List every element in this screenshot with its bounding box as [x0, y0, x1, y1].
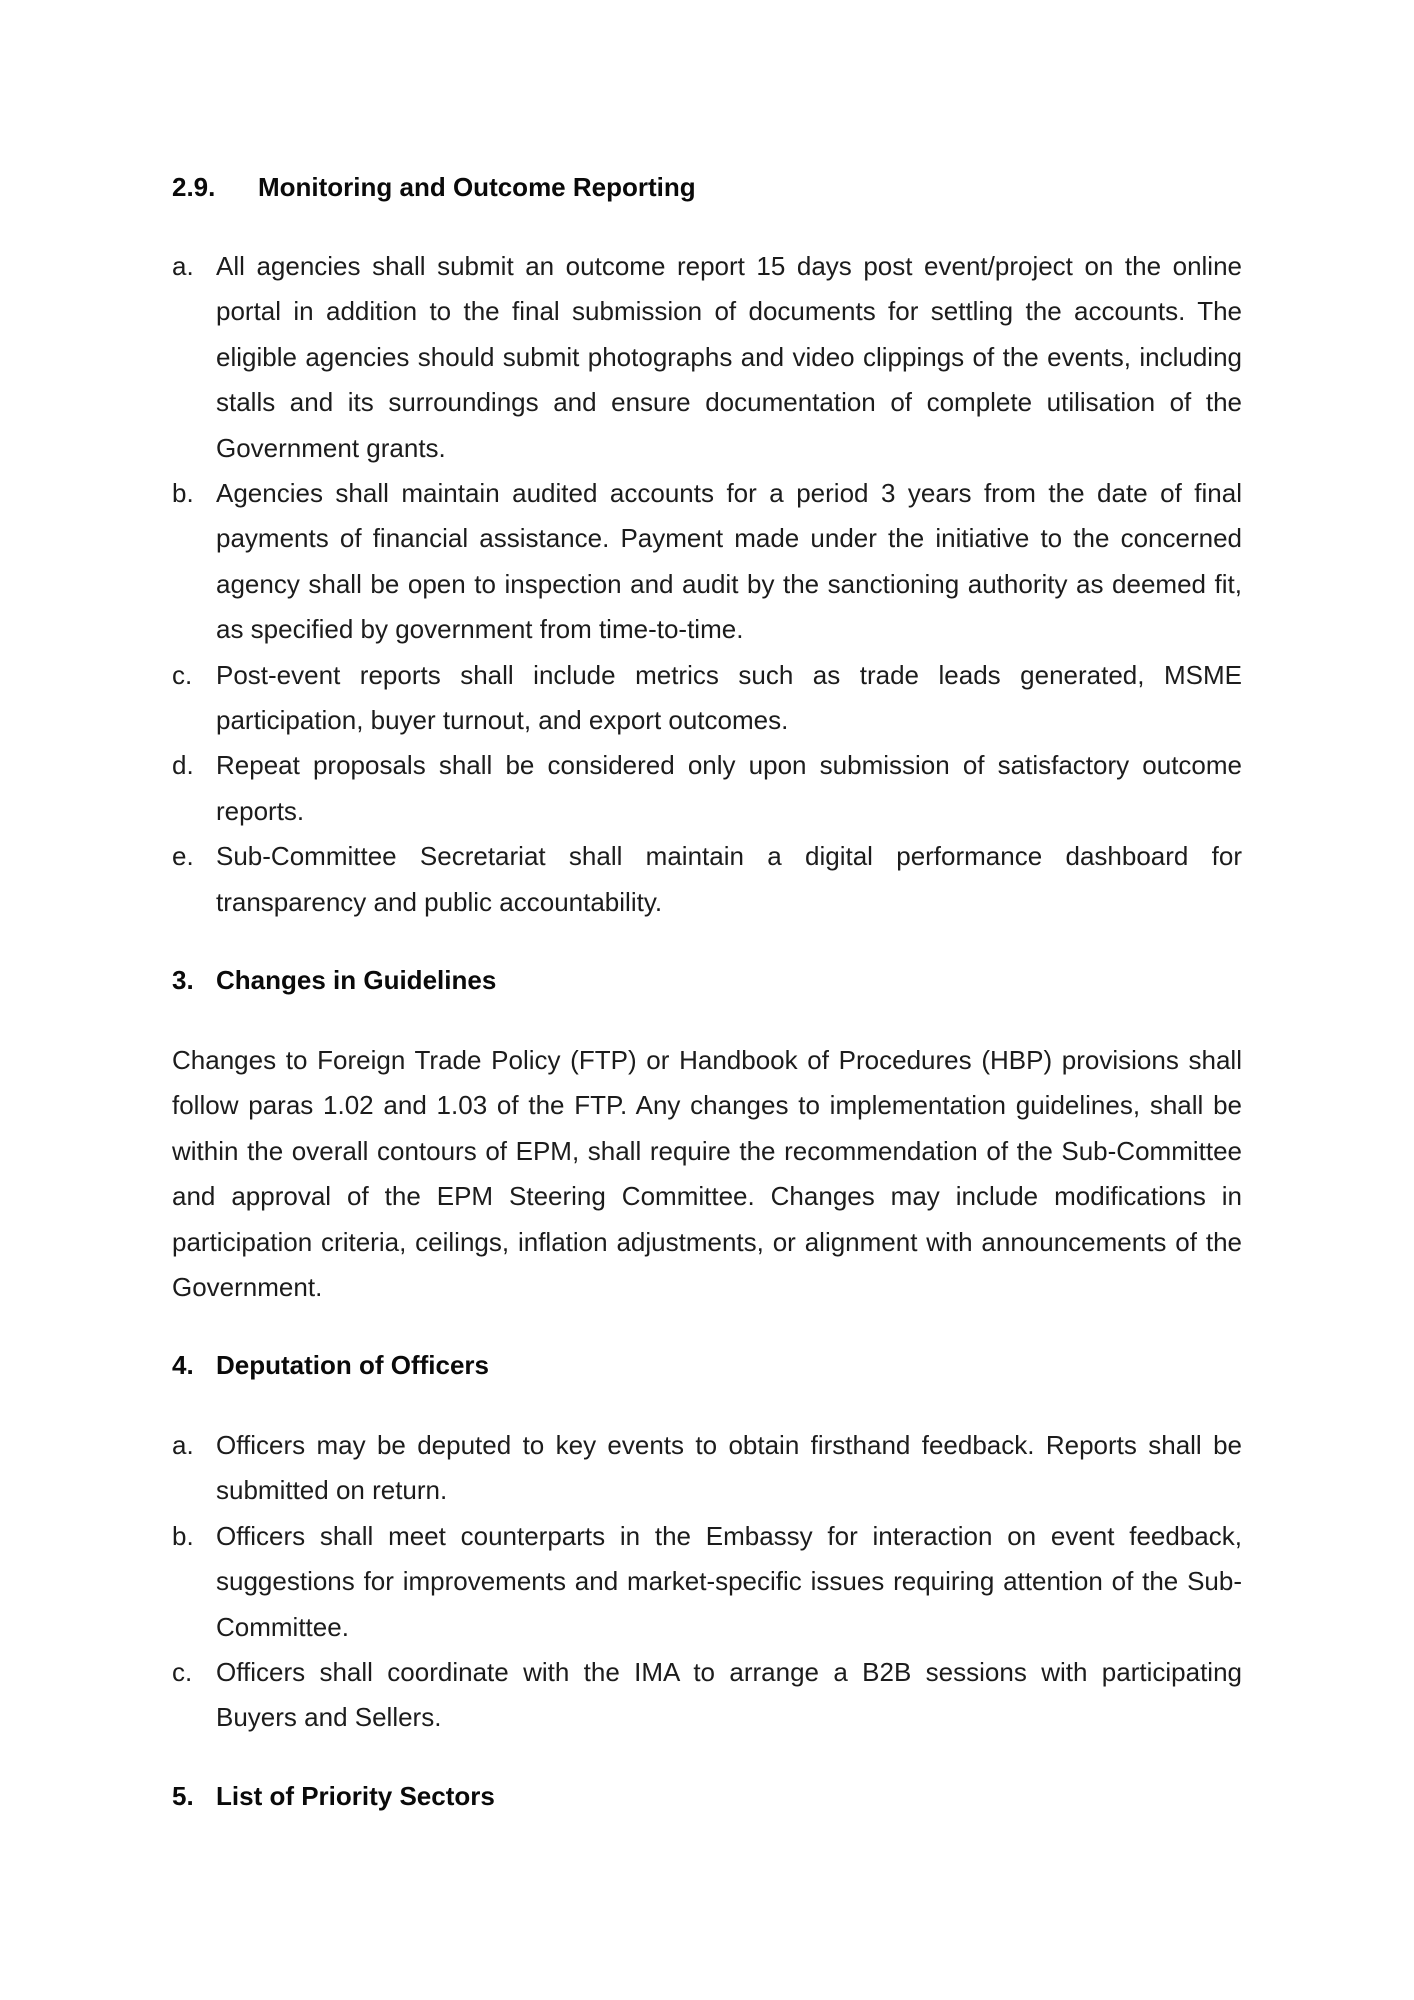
list-item-text: Officers may be deputed to key events to obtain firsthand feedback. Reports shall be submitted on return. — [216, 1430, 1242, 1506]
list-item — [172, 1514, 1242, 1650]
list-item — [172, 1423, 1242, 1514]
list-marker: c. — [172, 1657, 193, 1688]
section-title: Deputation of Officers — [216, 1350, 490, 1380]
list-item-text: Agencies shall maintain audited accounts for a period 3 years from the date of final payments of financial assistance. Payment made under the initiative to the concerned agency shall be open to inspection and audit by the sanctioning authority as deemed fit, as specified by government from time-to-time. — [216, 478, 1242, 645]
list-item-text: Officers shall coordinate with the IMA to arrange a B2B sessions with participating Buyers and Sellers. — [216, 1657, 1242, 1733]
list-item-text: Sub-Committee Secretariat shall maintain a digital performance dashboard for transparency and public accountability. — [216, 841, 1242, 917]
section-number: 2.9. — [172, 172, 216, 202]
section-number: 4. — [172, 1350, 194, 1380]
list-item-text: Officers shall meet counterparts in the Embassy for interaction on event feedback, suggestions for improvements and market-specific issues requiring attention of the Sub-Committee. — [216, 1520, 1242, 1642]
section-title: Monitoring and Outcome Reporting — [258, 172, 696, 202]
list-marker: b. — [172, 478, 194, 509]
list-item — [172, 743, 1242, 834]
list-item — [172, 1650, 1242, 1741]
list-marker: d. — [172, 750, 194, 781]
section-heading-5 — [172, 1781, 495, 1811]
list-item — [172, 834, 1242, 925]
list-marker: a. — [172, 251, 194, 281]
section-heading-4 — [172, 1350, 489, 1380]
changes-paragraph: Changes to Foreign Trade Policy (FTP) or Handbook of Procedures (HBP) provisions shall follow paras 1.02 and 1.03 of the FTP. Any changes to implementation guidelines, shall be within the overall contours of EPM, shall require the recommendation of the Sub-Committee and approval of the EPM Steering Committee. Changes may include modifications in participation criteria, ceilings, inflation adjustments, or alignment with announcements of the Government. — [172, 1045, 1242, 1303]
section-heading-3 — [172, 965, 496, 995]
section-title: Changes in Guidelines — [216, 965, 497, 995]
list-item — [172, 471, 1242, 653]
list-marker: a. — [172, 1430, 194, 1460]
list-item — [172, 244, 1242, 471]
section-number: 5. — [172, 1781, 194, 1811]
list-item-text: All agencies shall submit an outcome report 15 days post event/project on the online portal in addition to the final submission of documents for settling the accounts. The eligible agencies should submit photographs and video clippings of the events, including stalls and its surroundings and ensure documentation of complete utilisation of the Government grants. — [216, 251, 1242, 463]
monitoring-list — [172, 244, 1242, 925]
section-number: 3. — [172, 965, 194, 995]
list-item-text: Post-event reports shall include metrics such as trade leads generated, MSME participation, buyer turnout, and export outcomes. — [216, 659, 1242, 736]
list-marker: c. — [172, 659, 193, 690]
list-marker: e. — [172, 841, 194, 872]
list-item-text: Repeat proposals shall be considered only upon submission of satisfactory outcome reports. — [216, 750, 1242, 826]
list-item — [172, 653, 1242, 744]
section-title: List of Priority Sectors — [216, 1781, 495, 1811]
section-heading-2-9 — [172, 172, 696, 202]
list-marker: b. — [172, 1520, 194, 1551]
deputation-list — [172, 1423, 1242, 1741]
